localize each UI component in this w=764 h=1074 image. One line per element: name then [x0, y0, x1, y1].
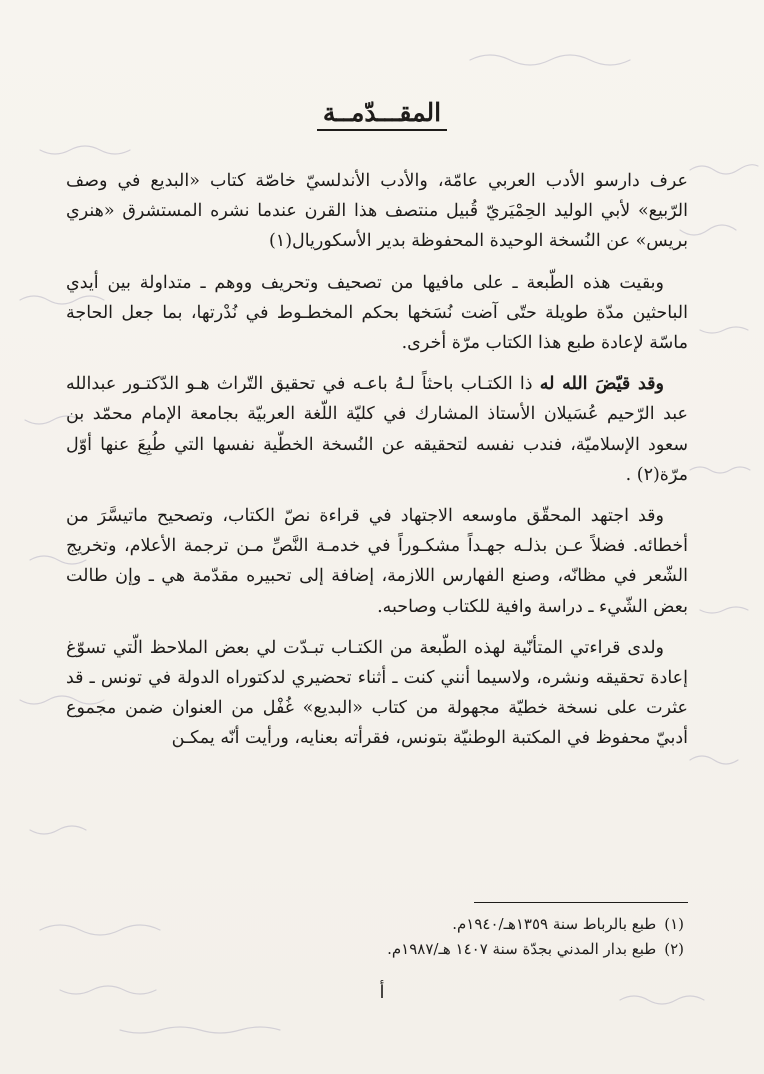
footnote-divider	[474, 902, 688, 903]
footnote-1-text: طبع بالرباط سنة ١٣٥٩هـ/١٩٤٠م.	[452, 915, 657, 933]
paragraph-3-body: ذا الكتـاب باحثاً لـهُ باعـه في تحقيق التّراث هـو الدّكتـور عبدالله عبد الرّحيم عُسَيلان الأستاذ المشارك في كليّة اللّغة العربيّة بجامعة الإمام محمّد بن سعود الإسلاميّة، فندب نفسه لتحقيقه عن النُسخة الخطّية نفسها التي طُبِعَ عنها أوّل مرّة(٢) .	[66, 374, 688, 485]
footnote-1-number: (١)	[664, 915, 684, 933]
footnote-2-text: طبع بدار المدني بجدّة سنة ١٤٠٧ هـ/١٩٨٧م.	[387, 940, 657, 958]
paragraph-4: وقد اجتهد المحقّق ماوسعه الاجتهاد في قراءة نصّ الكتاب، وتصحيح ماتيسَّرَ من أخطائه. فضلاً عـن بذلـه جهـداً مشكـوراً في خدمـة النَّصِّ مـن ترجمة الأعلام، وتخريج الشّعر في مظانّه، وصنع الفهارس اللازمة، إضافة إلى تحبيره مقدّمة هي ـ وإن طالت بعض الشّيء ـ دراسة وافية للكتاب وصاحبه.	[66, 506, 688, 617]
paragraph-3	[66, 369, 688, 490]
paragraph-1: عرف دارسو الأدب العربي عامّة، والأدب الأندلسيّ خاصّة كتاب «البديع في وصف الرّبيع» لأبي الوليد الحِمْيَريّ قُبيل منتصف هذا القرن عندما نشره المستشرق «هنري بريس» عن النُسخة الوحيدة المحفوظة بدير الأسكوريال(١)	[66, 171, 688, 252]
footnote-2	[144, 937, 684, 962]
page-title	[0, 98, 764, 127]
footnote-1	[144, 912, 684, 937]
paragraph-3-lead: وقد قيّضَ الله له	[539, 374, 664, 395]
page-number: أ	[379, 982, 385, 1003]
footnotes	[144, 912, 684, 962]
body-text	[66, 166, 688, 765]
page-title-text: المقـــدّمــة	[317, 98, 447, 131]
paragraph-2: وبقيت هذه الطّبعة ـ على مافيها من تصحيف وتحريف ووهم ـ متداولة بين أيدي الباحثين مدّة طويلة حتّى آضت نُسَخها بحكم المخطـوط في نُدْرتها، بما جعل الحاجة ماسّة لإعادة طبع هذا الكتاب مرّة أخرى.	[66, 272, 688, 354]
paragraph-5: ولدى قراءتي المتأنّية لهذه الطّبعة من الكتـاب تبـدّت لي بعض الملاحظ الّتي تسوّغ إعادة تحقيقه ونشره، ولاسيما أنني كنت ـ أثناء تحضيري لدكتوراه الدولة في تونس ـ قد عثرت على نسخة خطيّة مجهولة من كتاب «البديع» غُفْل من العنوان ضمن مجموع أدبيّ محفوظ في المكتبة الوطنيّة بتونس، فقرأته بعنايه، ورأيت أنّه يمكـن	[66, 637, 688, 749]
footnote-2-number: (٢)	[664, 940, 684, 958]
